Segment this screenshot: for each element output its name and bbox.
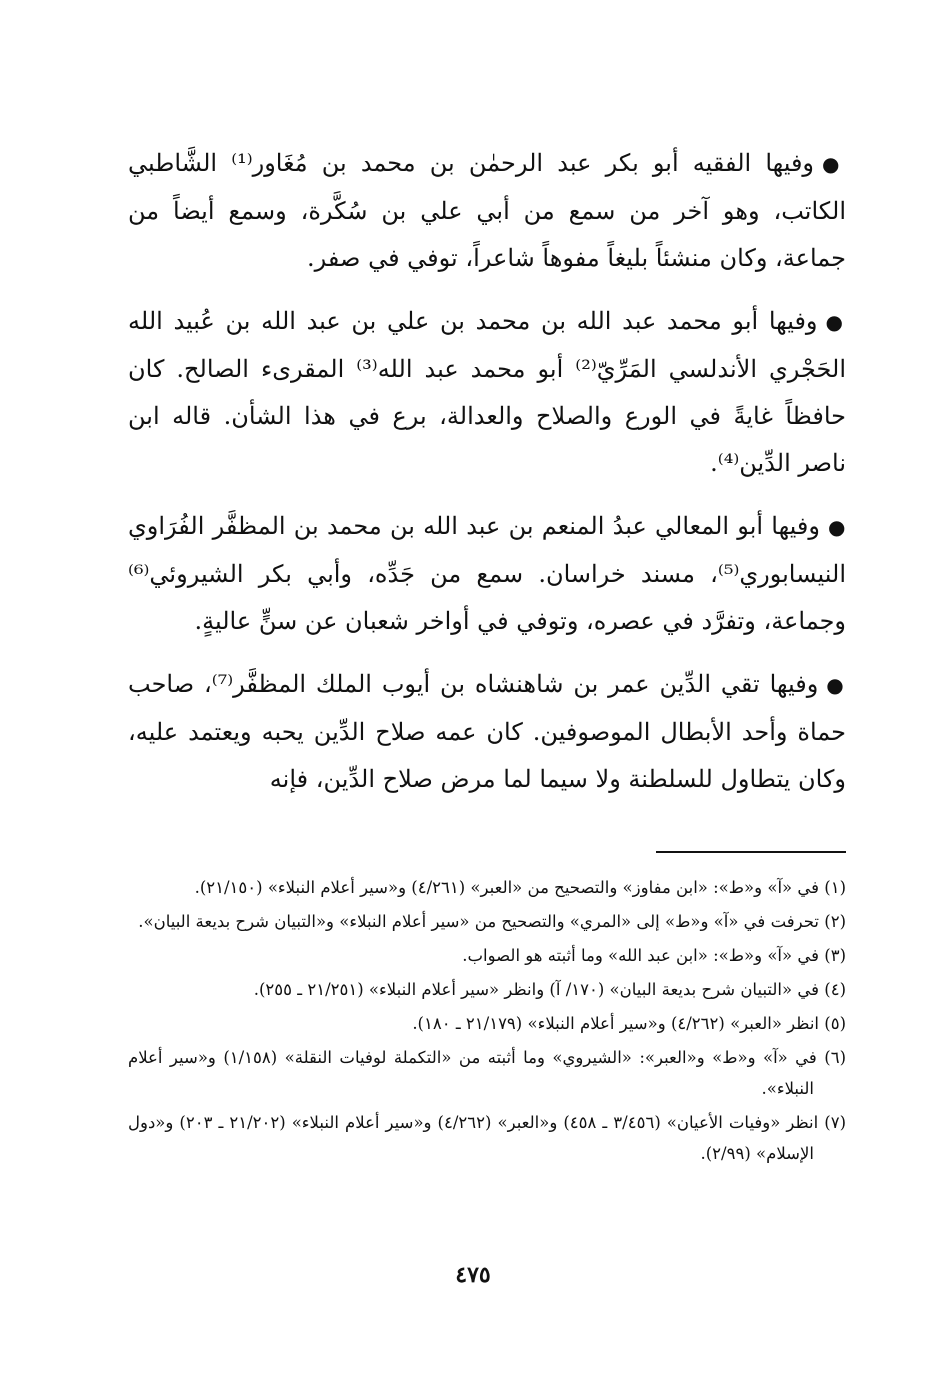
footnote: (٥) انظر «العبر» (٤/٢٦٢) و«سير أعلام النبلاء» (٢١/١٧٩ ـ ١٨٠).	[412, 1014, 846, 1033]
footnote: (٢) تحرفت في «آ» و«ط» إلى «المري» والتصحيح من «سير أعلام النبلاء» و«التبيان شرح بديعة البيان».	[138, 912, 846, 931]
paragraph	[128, 503, 846, 645]
footnote: (١) في «آ» و«ط»: «ابن مفاوز» والتصحيح من «العبر» (٤/٢٦١) و«سير أعلام النبلاء» (٢١/١٥٠).	[194, 878, 846, 897]
footnote: (٧) انظر «وفيات الأعيان» (٣/٤٥٦ ـ ٤٥٨) و«العبر» (٤/٢٦٢) و«سير أعلام النبلاء» (٢١/٢٠٢ ـ ٢٠٣) و«دول الإسلام» (٢/٩٩).	[128, 1113, 847, 1163]
footnote: (٣) في «آ» و«ط»: «ابن عبد الله» وما أثبته هو الصواب.	[462, 946, 846, 965]
bullet-icon: ●	[827, 515, 847, 539]
paragraph-text: وفيها الفقيه أبو بكر عبد الرحمٰن بن محمد بن مُغَاور⁽¹⁾ الشَّاطبي الكاتب، وهو آخر من سمع من أبي علي بن سُكَّرة، وسمع أيضاً من جماعة، وكان منشئاً بليغاً مفوهاً شاعراً، توفي في صفر.	[128, 149, 846, 272]
paragraph-text: وفيها أبو المعالي عبدُ المنعم بن عبد الله بن محمد بن المظفَّر الفُرَاوي النيسابوري⁽⁵⁾، مسند خراسان. سمع من جَدِّه، وأبي بكر الشيروئي⁽⁶⁾ وجماعة، وتفرَّد في عصره، وتوفي في أواخر شعبان عن سنٍّ عاليةٍ.	[128, 512, 846, 635]
footnote: (٤) في «التبيان شرح بديعة البيان» (١٧٠/ آ) وانظر «سير أعلام النبلاء» (٢١/٢٥١ ـ ٢٥٥).	[253, 980, 846, 999]
paragraph-text: وفيها تقي الدِّين عمر بن شاهنشاه بن أيوب الملك المظفَّر⁽⁷⁾، صاحب حماة وأحد الأبطال الموصوفين. كان عمه صلاح الدِّين يحبه ويعتمد عليه، وكان يتطاول للسلطنة ولا سيما لما مرض صلاح الدِّين، فإنه	[128, 670, 846, 793]
main-text	[128, 140, 846, 819]
paragraph	[128, 298, 846, 487]
bullet-icon: ●	[825, 310, 847, 334]
footnote-divider	[656, 851, 846, 853]
bullet-icon: ●	[822, 152, 846, 176]
bullet-icon: ●	[826, 673, 846, 697]
paragraph	[128, 140, 846, 282]
paragraph	[128, 661, 846, 803]
page-number: ٤٧٥	[455, 1262, 491, 1288]
footnote: (٦) في «آ» و«ط» و«العبر»: «الشيروي» وما أثبته من «التكملة لوفيات النقلة» (١/١٥٨) و«سير أعلام النبلاء».	[128, 1048, 846, 1098]
footnotes	[128, 872, 846, 1172]
paragraph-text: وفيها أبو محمد عبد الله بن محمد بن علي بن عبد الله بن عُبيد الله الحَجْري الأندلسي المَرِّيّ⁽²⁾ أبو محمد عبد الله⁽³⁾ المقرىء الصالح. كان حافظاً غايةً في الورع والصلاح والعدالة، برع في هذا الشأن. قاله ابن ناصر الدِّين⁽⁴⁾.	[128, 307, 846, 477]
